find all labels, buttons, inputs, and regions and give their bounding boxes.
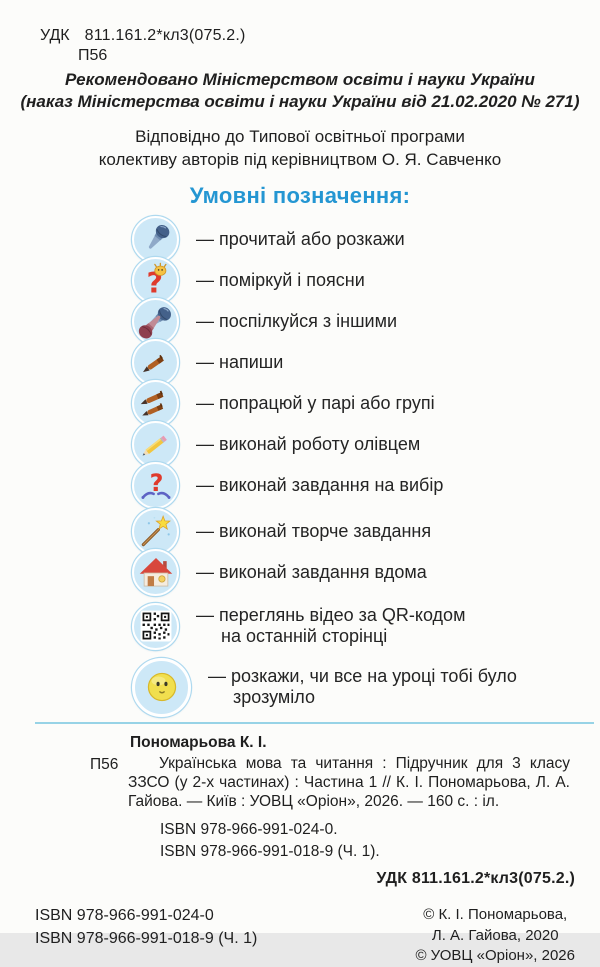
pen-icon xyxy=(132,339,179,386)
legend-title: Умовні позначення: xyxy=(189,183,411,209)
imprint-sigla: П56 xyxy=(90,756,119,774)
legend-item xyxy=(132,511,600,552)
legend-item xyxy=(132,424,600,465)
program-note xyxy=(0,125,600,172)
legend-item-label: — виконай творче завдання xyxy=(196,521,432,542)
legend-item-label: — прочитай або розкажи xyxy=(196,229,405,250)
program-line1: Відповідно до Типової освітньої програми xyxy=(135,126,465,146)
imprint-entry xyxy=(90,755,570,812)
two-microphones-icon xyxy=(132,298,179,345)
footer-isbn-1: ISBN 978-966-991-024-0 xyxy=(35,906,214,924)
udk-code: 811.161.2*кл3(075.2.) xyxy=(84,27,246,44)
legend-list xyxy=(132,219,600,715)
program-line2: колективу авторів під керівництвом О. Я. Савченко xyxy=(98,149,502,169)
recommendation-line2: (наказ Міністерства освіти і науки України від 21.02.2020 № 271) xyxy=(20,91,580,111)
legend-item xyxy=(132,342,600,383)
legend-item-label: — напиши xyxy=(196,352,284,373)
separator-line xyxy=(35,722,594,724)
imprint-udk: УДК 811.161.2*кл3(075.2.) xyxy=(376,870,575,888)
legend-item-label: — поміркуй і поясни xyxy=(196,270,365,291)
imprint-author-heading: Пономарьова К. І. xyxy=(130,734,267,752)
authority-sigla: П56 xyxy=(78,47,108,64)
legend-item-label: — розкажи, чи все на уроці тобі було зрозуміло xyxy=(208,666,517,708)
legend-item xyxy=(132,301,600,342)
copyright-line1: © К. І. Пономарьова, xyxy=(423,905,568,923)
microphone-icon xyxy=(132,216,179,263)
house-icon xyxy=(132,549,179,596)
imprint-isbn-1: ISBN 978-966-991-024-0. xyxy=(160,821,338,839)
smiley-face-icon xyxy=(132,658,191,717)
copyright-line3: © УОВЦ «Оріон», 2026 xyxy=(415,947,575,965)
footer-isbn-block xyxy=(35,905,257,950)
legend-item xyxy=(132,383,600,424)
magic-wand-icon xyxy=(132,508,179,555)
legend-item-label: — виконай роботу олівцем xyxy=(196,434,421,455)
footer-copyright-block xyxy=(415,905,575,967)
legend-item-label: — виконай завдання вдома xyxy=(196,562,427,583)
udk-block xyxy=(0,0,600,66)
legend-item xyxy=(132,465,600,506)
two-pens-icon xyxy=(132,380,179,427)
recommendation-note xyxy=(0,69,600,113)
footer-isbn-2: ISBN 978-966-991-018-9 (Ч. 1) xyxy=(35,929,258,947)
legend-item xyxy=(132,598,600,654)
imprint-isbn-block xyxy=(160,819,600,862)
footer xyxy=(35,905,575,967)
udk-row xyxy=(40,26,600,46)
copyright-line2: Л. А. Гайова, 2020 xyxy=(431,926,559,944)
imprint-block xyxy=(0,734,600,889)
legend-item xyxy=(132,659,600,715)
legend-item-label: — виконай завдання на вибір xyxy=(196,475,444,496)
imprint-description: Українська мова та читання : Підручник для 3 класу ЗЗСО (у 2-х частинах) : Частина 1 // К. І. Пономарьова, Л. А. Гайова. — Київ : УОВЦ «Оріон», 2026. — 160 с. : іл. xyxy=(128,755,570,811)
legend-item xyxy=(132,219,600,260)
ponder-figure-icon xyxy=(132,257,179,304)
legend-item-label: — поспілкуйся з іншими xyxy=(196,311,398,332)
legend-item xyxy=(132,552,600,593)
recommendation-line1: Рекомендовано Міністерством освіти і науки України xyxy=(65,70,535,89)
legend-item-label: — переглянь відео за QR-кодом на останній сторінці xyxy=(196,605,466,647)
choice-question-icon xyxy=(132,462,179,509)
udk-label: УДК xyxy=(40,27,70,44)
imprint-isbn-2: ISBN 978-966-991-018-9 (Ч. 1). xyxy=(160,842,380,860)
legend-item-label: — попрацюй у парі або групі xyxy=(196,393,435,414)
pencil-icon xyxy=(132,421,179,468)
qr-code-icon xyxy=(132,603,179,650)
legend-item xyxy=(132,260,600,301)
